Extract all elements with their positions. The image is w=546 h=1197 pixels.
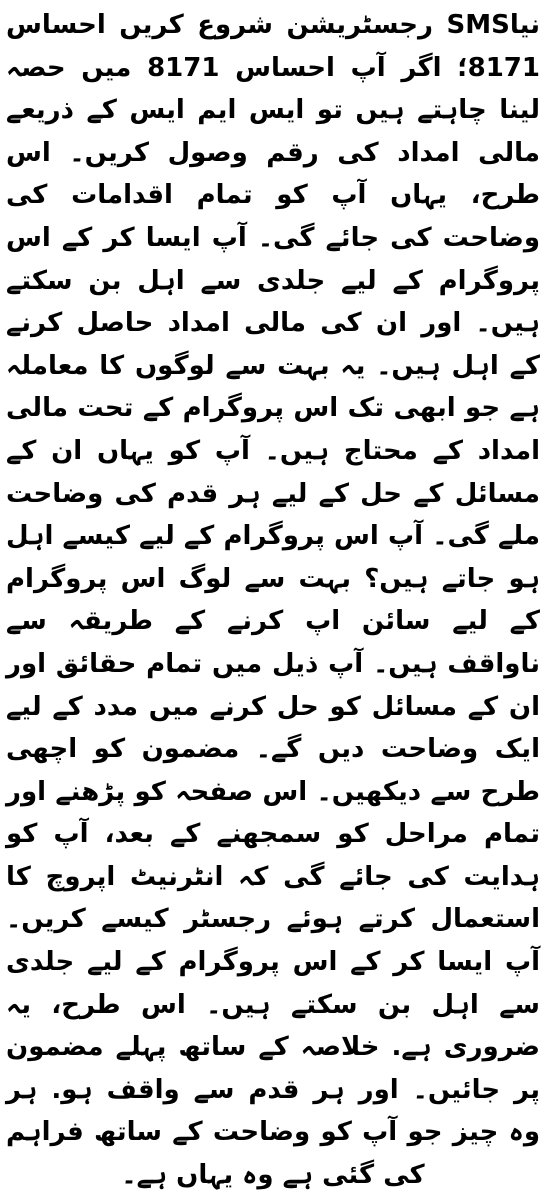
article-text-block xyxy=(6,4,540,1197)
article-paragraph: نیاSMS رجسٹریشن شروع کریں احساس 8171؛ اگر آپ احساس 8171 میں حصہ لینا چاہتے ہیں تو ایس ایم ایس کے ذریعے مالی امداد کی رقم وصول کریں۔ اس طرح، یہاں آپ کو تمام اقدامات کی وضاحت کی جائے گی۔ آپ ایسا کر کے اس پروگرام کے لیے جلدی سے اہل بن سکتے ہیں۔ اور ان کی مالی امداد حاصل کرنے کے اہل ہیں۔ یہ بہت سے لوگوں کا معاملہ ہے جو ابھی تک اس پروگرام کے تحت مالی امداد کے محتاج ہیں۔ آپ کو یہاں ان کے مسائل کے حل کے لیے ہر قدم کی وضاحت ملے گی۔ آپ اس پروگرام کے لیے کیسے اہل ہو جاتے ہیں؟ بہت سے لوگ اس پروگرام کے لیے سائن اپ کرنے کے طریقہ سے ناواقف ہیں۔ آپ ذیل میں تمام حقائق اور ان کے مسائل کو حل کرنے میں مدد کے لیے ایک وضاحت دیں گے۔ مضمون کو اچھی طرح سے دیکھیں۔ اس صفحہ کو پڑھنے اور تمام مراحل کو سمجھنے کے بعد، آپ کو ہدایت کی جائے گی کہ انٹرنیٹ اپروچ کا استعمال کرتے ہوئے رجسٹر کیسے کریں۔ آپ ایسا کر کے اس پروگرام کے لیے جلدی سے اہل بن سکتے ہیں۔ اس طرح، یہ ضروری ہے. خلاصہ کے ساتھ پہلے مضمون پر جائیں۔ اور ہر قدم سے واقف ہو. ہر وہ چیز جو آپ کو وضاحت کے ساتھ فراہم کی گئی ہے وہ یہاں ہے۔ xyxy=(6,10,540,1191)
